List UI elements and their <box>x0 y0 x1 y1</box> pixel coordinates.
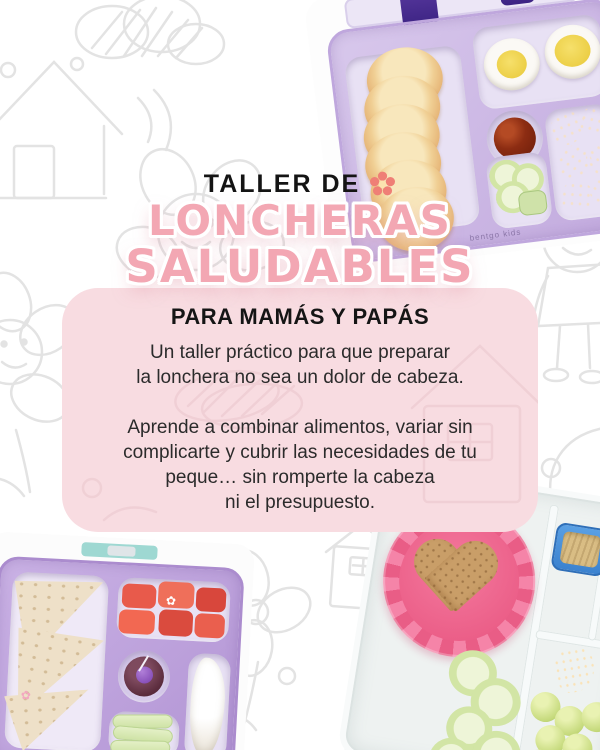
egg-half <box>481 35 543 93</box>
kicker-text: TALLER DE <box>203 170 361 198</box>
watermelon-cube <box>194 613 225 639</box>
compartment-yogurt <box>184 653 231 750</box>
compartment-eggs <box>471 13 600 110</box>
yogurt <box>188 657 227 750</box>
heart-sandwich <box>409 540 501 622</box>
watermelon-cube <box>158 609 193 637</box>
photo-lunchbox-quesadilla <box>0 531 255 750</box>
card-paragraph-2 <box>62 415 538 515</box>
egg-half <box>542 22 600 82</box>
cucumber-stick <box>110 740 170 750</box>
flower-pick-icon: ✿ <box>165 593 177 609</box>
lunchbox-latch-metal <box>107 545 135 556</box>
paragraph-line: peque… sin romperte la cabeza <box>165 467 435 489</box>
grape <box>579 700 600 734</box>
lunchbox-tray <box>0 556 245 750</box>
watermelon-cube <box>122 583 157 609</box>
paragraph-line: la lonchera no sea un dolor de cabeza. <box>136 367 464 389</box>
watermelon-cube <box>195 587 226 613</box>
compartment-watermelon <box>116 577 231 643</box>
flower-pick-icon: ✿ <box>20 688 32 703</box>
kicker-row <box>0 170 600 199</box>
paragraph-line: ni el presupuesto. <box>225 492 375 514</box>
paragraph-line: Un taller práctico para que preparar <box>150 342 450 363</box>
doodle-cloud-icon <box>71 0 224 70</box>
hummus <box>559 531 600 569</box>
compartment-berries <box>117 649 172 704</box>
title-line-2: SALUDABLES <box>125 240 475 293</box>
strawberry <box>551 645 597 695</box>
compartment-cucumber-sticks <box>108 711 180 750</box>
watermelon-cube <box>118 609 155 635</box>
card-paragraph-1 <box>62 340 538 390</box>
compartment-quesadilla <box>4 571 109 750</box>
hummus-cup <box>550 522 600 578</box>
card-subtitle: PARA MAMÁS Y PAPÁS <box>170 304 430 329</box>
paragraph-line: Aprende a combinar alimentos, variar sin <box>127 417 473 439</box>
info-card <box>62 288 538 532</box>
flower-icon <box>369 171 396 198</box>
brand-label: bentgo kids <box>469 227 522 243</box>
quesadilla-slice <box>4 689 95 750</box>
title-line-1: LONCHERAS <box>148 196 452 245</box>
paragraph-line: complicarte y cubrir las necesidades de tu <box>123 442 477 464</box>
